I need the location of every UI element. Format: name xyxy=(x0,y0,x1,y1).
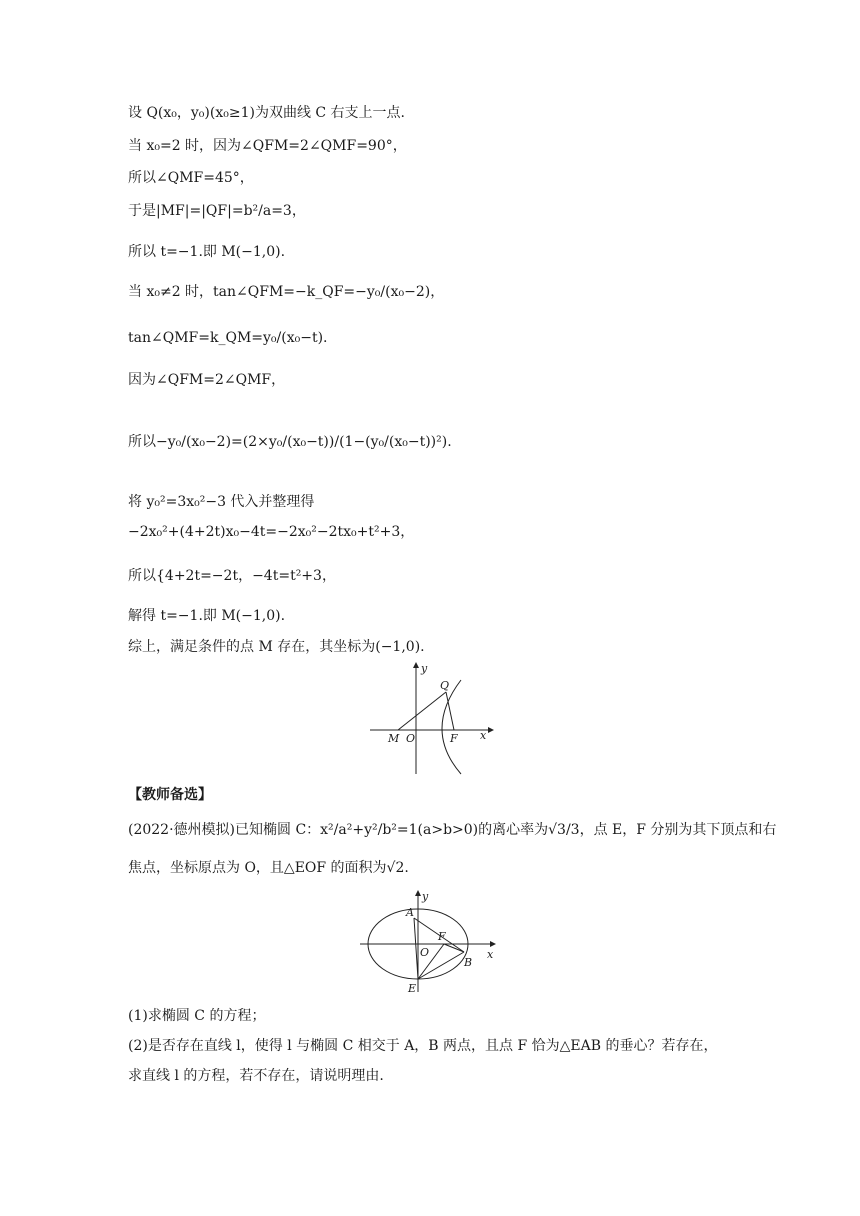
hyperbola-branch xyxy=(442,680,461,774)
text-line: 将 y₀²=3x₀²−3 代入并整理得 xyxy=(128,494,315,510)
text-line: −2x₀²+(4+2t)x₀−4t=−2x₀²−2tx₀+t²+3， xyxy=(128,524,415,540)
x-axis-arrow xyxy=(488,727,494,733)
label-b: B xyxy=(464,956,473,969)
text-line: 当 x₀≠2 时，tan∠QFM=−k_QF=−y₀/(x₀−2)， xyxy=(128,284,445,300)
text-line: 于是|MF|=|QF|=b²/a=3， xyxy=(128,203,306,219)
text-line: tan∠QMF=k_QM=y₀/(x₀−t). xyxy=(128,330,328,346)
question-line: (1)求椭圆 C 的方程； xyxy=(128,1008,266,1024)
label-e: E xyxy=(408,982,417,995)
segment-ae xyxy=(414,918,418,979)
hyperbola-figure xyxy=(368,660,496,778)
text-line: 解得 t=−1.即 M(−1,0). xyxy=(128,608,286,624)
text-line: 当 x₀=2 时，因为∠QFM=2∠QMF=90°， xyxy=(128,138,407,154)
problem-line: (2022·德州模拟)已知椭圆 C：x²/a²+y²/b²=1(a>b>0)的离心率为√3/3，点 E，F 分别为其下顶点和右 xyxy=(128,822,777,838)
text-line: 所以−y₀/(x₀−2)=(2×y₀/(x₀−t))/(1−(y₀/(x₀−t))²). xyxy=(128,434,452,450)
text-line: 设 Q(x₀，y₀)(x₀≥1)为双曲线 C 右支上一点. xyxy=(128,105,406,121)
label-x: x xyxy=(487,948,494,961)
question-line: 求直线 l 的方程，若不存在，请说明理由. xyxy=(128,1068,384,1084)
text-line: 因为∠QFM=2∠QMF， xyxy=(128,372,286,388)
label-a: A xyxy=(406,906,414,919)
label-x: x xyxy=(480,729,487,742)
label-o: O xyxy=(406,732,416,745)
ellipse-figure xyxy=(360,888,500,996)
label-m: M xyxy=(388,732,400,745)
label-q: Q xyxy=(440,679,450,692)
text-line: 所以∠QMF=45°， xyxy=(128,170,254,186)
x-axis-arrow xyxy=(490,941,496,947)
label-y: y xyxy=(421,662,428,675)
y-axis-arrow xyxy=(413,662,419,668)
y-axis-arrow xyxy=(415,890,421,896)
text-line: 综上，满足条件的点 M 存在，其坐标为(−1,0). xyxy=(128,639,425,655)
text-line: 所以{4+2t=−2t，−4t=t²+3， xyxy=(128,568,336,584)
segment-mq xyxy=(398,692,446,730)
label-y: y xyxy=(422,890,429,903)
problem-line: 焦点，坐标原点为 O，且△EOF 的面积为√2. xyxy=(128,860,409,876)
label-f: F xyxy=(450,732,458,745)
question-line: (2)是否存在直线 l，使得 l 与椭圆 C 相交于 A，B 两点，且点 F 恰为△EAB 的垂心？若存在， xyxy=(128,1038,718,1054)
label-f: F xyxy=(438,930,446,943)
section-title: 【教师备选】 xyxy=(128,787,212,803)
label-o: O xyxy=(420,946,430,959)
text-line: 所以 t=−1.即 M(−1,0). xyxy=(128,244,286,260)
